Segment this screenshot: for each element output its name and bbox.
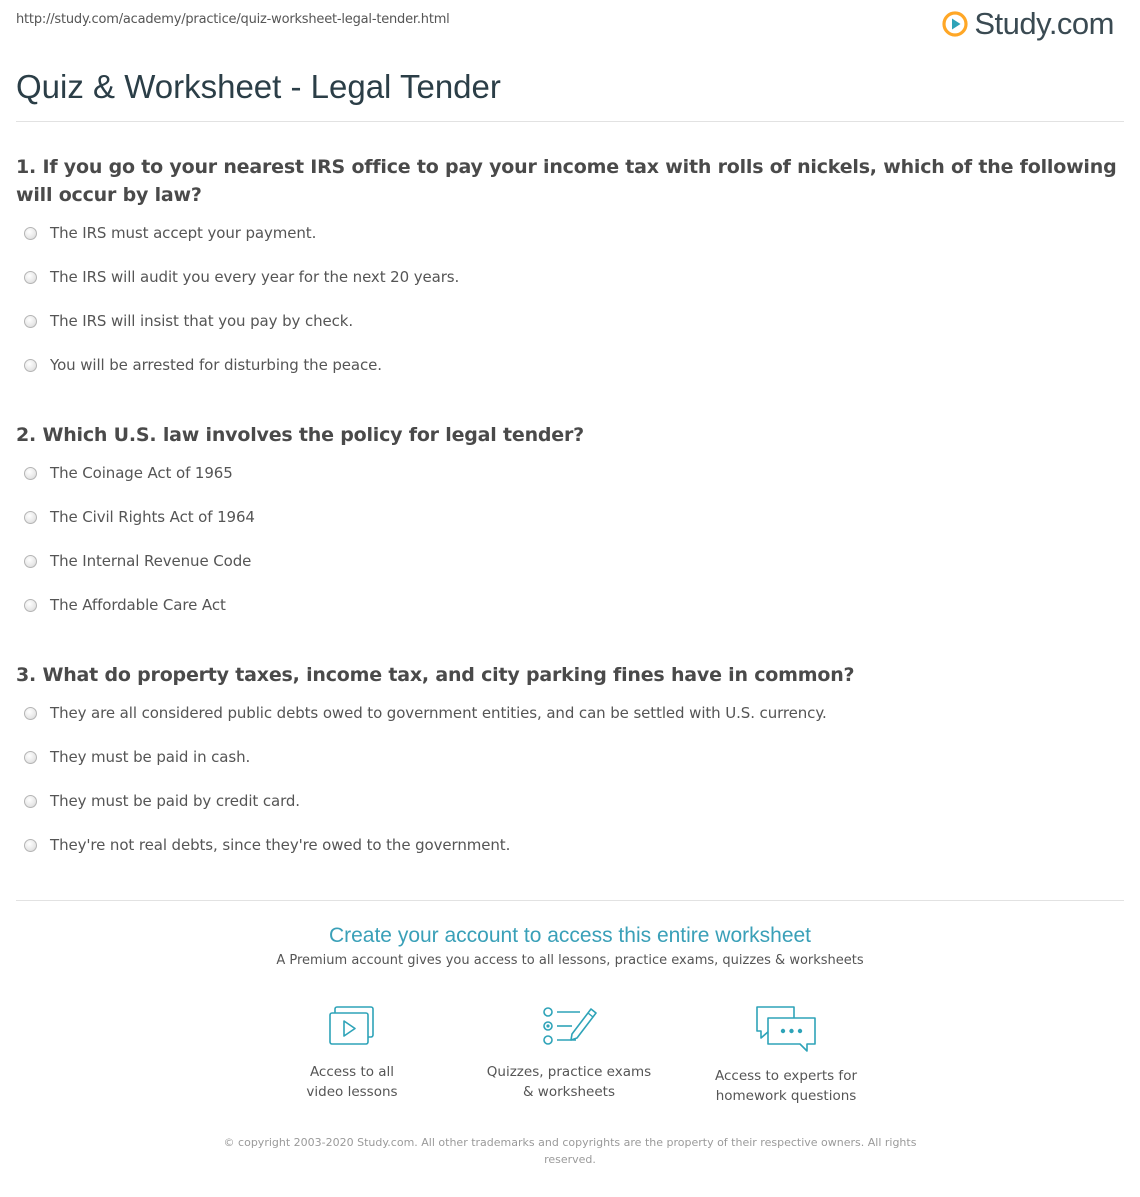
feature-label — [686, 1066, 886, 1106]
radio-button[interactable] — [24, 227, 37, 240]
feature-label-line1: Access to experts for — [714, 1068, 857, 1084]
answer-option[interactable] — [16, 747, 1126, 791]
answer-option[interactable] — [16, 311, 1126, 355]
answer-option[interactable] — [16, 703, 1126, 747]
feature-label — [469, 1062, 669, 1102]
answer-options — [16, 463, 1126, 639]
create-account-link[interactable]: Create your account to access this entire worksheet — [328, 924, 812, 947]
feature-label — [252, 1062, 452, 1102]
answer-label: They are all considered public debts owed to government entities, and can be settled with U.S. currency. — [50, 704, 827, 722]
answer-label: The Internal Revenue Code — [50, 552, 252, 570]
answer-option[interactable] — [16, 835, 1126, 879]
radio-button[interactable] — [24, 315, 37, 328]
question-2 — [16, 421, 1126, 639]
page-title: Quiz & Worksheet - Legal Tender — [16, 68, 501, 105]
answer-option[interactable] — [16, 223, 1126, 267]
answer-option[interactable] — [16, 355, 1126, 399]
feature-label-line2: & worksheets — [522, 1084, 615, 1100]
radio-button[interactable] — [24, 555, 37, 568]
radio-button[interactable] — [24, 751, 37, 764]
answer-option[interactable] — [16, 551, 1126, 595]
answer-label: The IRS must accept your payment. — [50, 224, 317, 242]
feature-quizzes — [469, 1004, 669, 1102]
answer-label: They must be paid by credit card. — [50, 792, 300, 810]
play-circle-icon — [942, 11, 968, 37]
feature-label-line1: Quizzes, practice exams — [486, 1064, 652, 1080]
answer-options — [16, 223, 1126, 399]
title-divider — [16, 121, 1124, 122]
chat-bubbles-icon — [754, 1004, 818, 1054]
answer-label: The Coinage Act of 1965 — [50, 464, 233, 482]
feature-label-line2: homework questions — [715, 1088, 857, 1104]
question-text: 3. What do property taxes, income tax, and city parking fines have in common? — [16, 664, 855, 686]
radio-button[interactable] — [24, 271, 37, 284]
quiz-checklist-icon — [540, 1004, 598, 1050]
cta-divider — [16, 900, 1124, 901]
logo-text: Study.com — [974, 6, 1114, 41]
answer-option[interactable] — [16, 595, 1126, 639]
radio-button[interactable] — [24, 795, 37, 808]
radio-button[interactable] — [24, 467, 37, 480]
answer-option[interactable] — [16, 507, 1126, 551]
feature-experts — [686, 1004, 886, 1106]
answer-option[interactable] — [16, 267, 1126, 311]
question-text: 1. If you go to your nearest IRS office to pay your income tax with rolls of nickels, which of the following will occur by law? — [16, 156, 1117, 206]
radio-button[interactable] — [24, 511, 37, 524]
feature-label-line1: Access to all — [309, 1064, 395, 1080]
answer-label: They must be paid in cash. — [50, 748, 251, 766]
study-logo[interactable] — [942, 6, 1114, 42]
feature-video-lessons — [252, 1004, 452, 1102]
cta-subtitle: A Premium account gives you access to all lessons, practice exams, quizzes & worksheets — [276, 953, 864, 968]
copyright-notice: © copyright 2003-2020 Study.com. All other trademarks and copyrights are the property of their respective owners. All rights reserved. — [223, 1136, 917, 1166]
page-url[interactable]: http://study.com/academy/practice/quiz-worksheet-legal-tender.html — [16, 12, 450, 27]
question-1 — [16, 153, 1126, 399]
radio-button[interactable] — [24, 599, 37, 612]
answer-label: They're not real debts, since they're owed to the government. — [50, 836, 511, 854]
answer-label: The Civil Rights Act of 1964 — [50, 508, 255, 526]
question-3 — [16, 661, 1126, 879]
radio-button[interactable] — [24, 839, 37, 852]
answer-option[interactable] — [16, 463, 1126, 507]
feature-label-line2: video lessons — [306, 1084, 398, 1100]
answer-label: You will be arrested for disturbing the peace. — [50, 356, 382, 374]
question-text: 2. Which U.S. law involves the policy for legal tender? — [16, 424, 584, 446]
answer-label: The IRS will audit you every year for the next 20 years. — [50, 268, 460, 286]
answer-label: The Affordable Care Act — [50, 596, 226, 614]
video-lessons-icon — [325, 1004, 379, 1050]
answer-label: The IRS will insist that you pay by check. — [50, 312, 354, 330]
answer-option[interactable] — [16, 791, 1126, 835]
radio-button[interactable] — [24, 359, 37, 372]
top-bar — [0, 0, 1140, 48]
answer-options — [16, 703, 1126, 879]
radio-button[interactable] — [24, 707, 37, 720]
